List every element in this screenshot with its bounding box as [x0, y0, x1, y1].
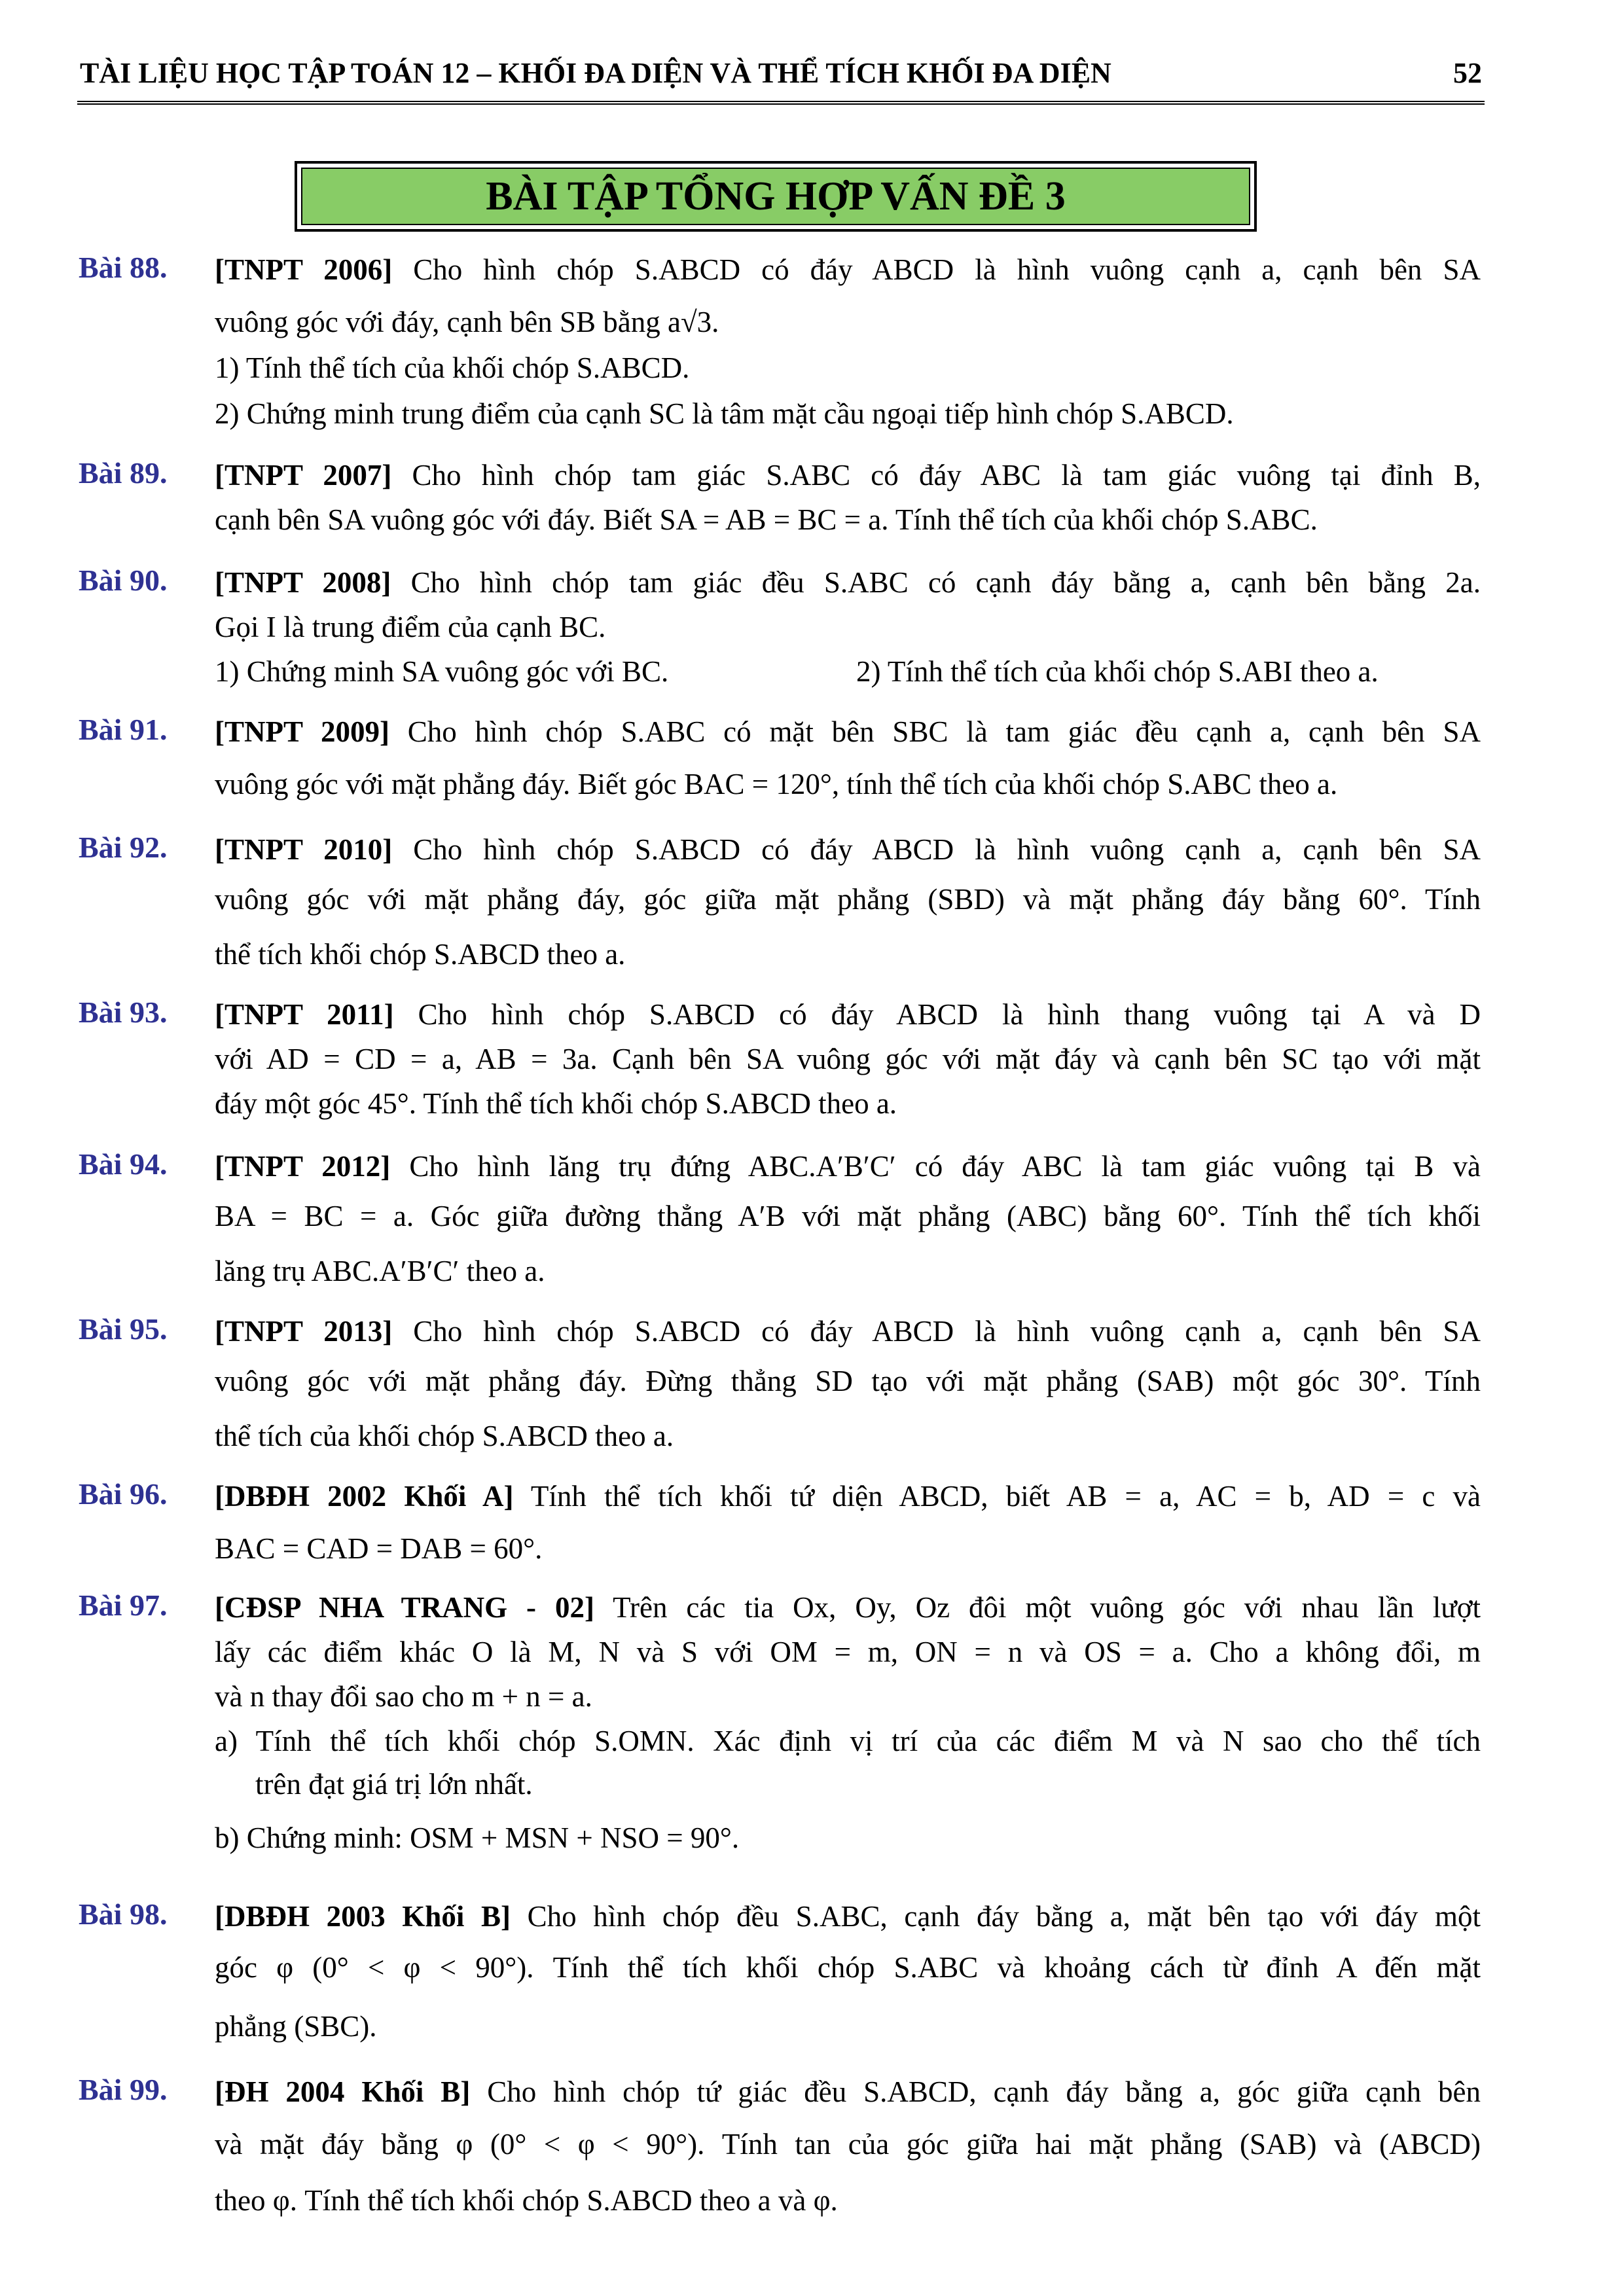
- exercise-line: BA = BC = a. Góc giữa đường thẳng A′B với mặt phẳng (ABC) bằng 60°. Tính thể tích khối: [215, 1200, 1481, 1232]
- exercise-number: Bài 95.: [79, 1312, 168, 1346]
- exercise-line: vuông góc với đáy, cạnh bên SB bằng a√3.: [215, 306, 719, 338]
- exercise-line: vuông góc với mặt phẳng đáy, góc giữa mặt phẳng (SBD) và mặt phẳng đáy bằng 60°. Tính: [215, 883, 1481, 916]
- exercise-line: [TNPT 2012] Cho hình lăng trụ đứng ABC.A′B′C′ có đáy ABC là tam giác vuông tại B và: [215, 1150, 1481, 1183]
- exercise-line: [TNPT 2007] Cho hình chóp tam giác S.ABC có đáy ABC là tam giác vuông tại đỉnh B,: [215, 459, 1481, 492]
- exercise-line: BAC = CAD = DAB = 60°.: [215, 1532, 543, 1565]
- exercise-number: Bài 97.: [79, 1588, 168, 1622]
- exercise-number: Bài 93.: [79, 996, 168, 1029]
- exercise-line: a) Tính thể tích khối chóp S.OMN. Xác định vị trí của các điểm M và N sao cho thể tích: [215, 1725, 1481, 1757]
- exercise-tag: [TNPT 2013]: [215, 1315, 393, 1348]
- section-title-box: [295, 161, 1257, 232]
- exercise-tag: [ĐH 2004 Khối B]: [215, 2075, 471, 2108]
- header-title: TÀI LIỆU HỌC TẬP TOÁN 12 – KHỐI ĐA DIỆN VÀ THỂ TÍCH KHỐI ĐA DIỆN: [80, 57, 1111, 89]
- exercise-line: cạnh bên SA vuông góc với đáy. Biết SA = AB = BC = a. Tính thể tích của khối chóp S.ABC.: [215, 503, 1318, 536]
- exercise-tag: [TNPT 2008]: [215, 566, 391, 599]
- exercise-number: Bài 96.: [79, 1477, 168, 1511]
- exercise-part-1: 1) Chứng minh SA vuông góc với BC.: [215, 655, 669, 688]
- exercise-line: thể tích của khối chóp S.ABCD theo a.: [215, 1420, 674, 1452]
- exercise-number: Bài 99.: [79, 2073, 168, 2106]
- exercise-line: [DBĐH 2002 Khối A] Tính thể tích khối tứ diện ABCD, biết AB = a, AC = b, AD = c và: [215, 1480, 1481, 1513]
- exercise-tag: [TNPT 2010]: [215, 833, 393, 866]
- exercise-line: và n thay đổi sao cho m + n = a.: [215, 1680, 592, 1713]
- exercise-tag: [TNPT 2011]: [215, 998, 394, 1031]
- exercise-tag: [TNPT 2009]: [215, 715, 389, 748]
- exercise-tag: [TNPT 2006]: [215, 253, 393, 286]
- exercise-part-2: 2) Tính thể tích của khối chóp S.ABI theo a.: [856, 655, 1379, 688]
- exercise-tag: [DBĐH 2002 Khối A]: [215, 1480, 514, 1513]
- exercise-number: Bài 92.: [79, 831, 168, 864]
- section-title: BÀI TẬP TỔNG HỢP VẤN ĐỀ 3: [301, 168, 1250, 225]
- exercise-line: trên đạt giá trị lớn nhất.: [255, 1768, 533, 1801]
- exercise-line: 2) Chứng minh trung điểm của cạnh SC là tâm mặt cầu ngoại tiếp hình chóp S.ABCD.: [215, 397, 1234, 430]
- exercise-line: [TNPT 2008] Cho hình chóp tam giác đều S.ABC có cạnh đáy bằng a, cạnh bên bằng 2a.: [215, 566, 1481, 599]
- exercise-line: góc φ (0° < φ < 90°). Tính thể tích khối chóp S.ABC và khoảng cách từ đỉnh A đến mặt: [215, 1951, 1481, 1984]
- exercise-tag: [CĐSP NHA TRANG - 02]: [215, 1591, 594, 1624]
- exercise-line: [ĐH 2004 Khối B] Cho hình chóp tứ giác đều S.ABCD, cạnh đáy bằng a, góc giữa cạnh bên: [215, 2075, 1481, 2108]
- exercise-number: Bài 89.: [79, 456, 168, 490]
- exercise-tag: [DBĐH 2003 Khối B]: [215, 1900, 511, 1933]
- exercise-number: Bài 91.: [79, 713, 168, 746]
- exercise-number: Bài 98.: [79, 1897, 168, 1931]
- exercise-number: Bài 94.: [79, 1147, 168, 1181]
- exercise-number: Bài 90.: [79, 564, 168, 597]
- exercise-tag: [TNPT 2012]: [215, 1150, 391, 1183]
- exercise-line: thể tích khối chóp S.ABCD theo a.: [215, 938, 626, 971]
- exercise-line: Gọi I là trung điểm của cạnh BC.: [215, 611, 606, 643]
- exercise-line: theo φ. Tính thể tích khối chóp S.ABCD theo a và φ.: [215, 2184, 838, 2217]
- exercise-line: lấy các điểm khác O là M, N và S với OM = m, ON = n và OS = a. Cho a không đổi, m: [215, 1636, 1481, 1668]
- exercise-line: [TNPT 2011] Cho hình chóp S.ABCD có đáy ABCD là hình thang vuông tại A và D: [215, 998, 1481, 1031]
- exercise-line: vuông góc với mặt phẳng đáy. Biết góc BAC = 120°, tính thể tích của khối chóp S.ABC theo a.: [215, 768, 1338, 800]
- exercise-number: Bài 88.: [79, 251, 168, 284]
- exercise-line: và mặt đáy bằng φ (0° < φ < 90°). Tính tan của góc giữa hai mặt phẳng (SAB) và (ABCD): [215, 2128, 1481, 2161]
- exercise-line: lăng trụ ABC.A′B′C′ theo a.: [215, 1255, 545, 1287]
- page-header: [77, 52, 1485, 105]
- exercise-line: vuông góc với mặt phẳng đáy. Đừng thẳng SD tạo với mặt phẳng (SAB) một góc 30°. Tính: [215, 1365, 1481, 1397]
- exercise-line: đáy một góc 45°. Tính thể tích khối chóp S.ABCD theo a.: [215, 1087, 897, 1120]
- exercise-line: [DBĐH 2003 Khối B] Cho hình chóp đều S.ABC, cạnh đáy bằng a, mặt bên tạo với đáy một: [215, 1900, 1481, 1933]
- exercise-line: [TNPT 2006] Cho hình chóp S.ABCD có đáy ABCD là hình vuông cạnh a, cạnh bên SA: [215, 253, 1481, 286]
- exercise-line: [TNPT 2013] Cho hình chóp S.ABCD có đáy ABCD là hình vuông cạnh a, cạnh bên SA: [215, 1315, 1481, 1348]
- exercise-line: [CĐSP NHA TRANG - 02] Trên các tia Ox, Oy, Oz đôi một vuông góc với nhau lần lượt: [215, 1591, 1481, 1624]
- exercise-line: [TNPT 2009] Cho hình chóp S.ABC có mặt bên SBC là tam giác đều cạnh a, cạnh bên SA: [215, 715, 1481, 748]
- page-number: 52: [1453, 57, 1482, 89]
- exercise-line: 1) Tính thể tích của khối chóp S.ABCD.: [215, 351, 690, 384]
- exercise-line: phẳng (SBC).: [215, 2010, 377, 2043]
- exercise-line: b) Chứng minh: OSM + MSN + NSO = 90°.: [215, 1821, 740, 1854]
- exercise-line: [TNPT 2010] Cho hình chóp S.ABCD có đáy ABCD là hình vuông cạnh a, cạnh bên SA: [215, 833, 1481, 866]
- exercise-line: với AD = CD = a, AB = 3a. Cạnh bên SA vuông góc với mặt đáy và cạnh bên SC tạo với mặt: [215, 1043, 1481, 1075]
- exercise-tag: [TNPT 2007]: [215, 459, 392, 492]
